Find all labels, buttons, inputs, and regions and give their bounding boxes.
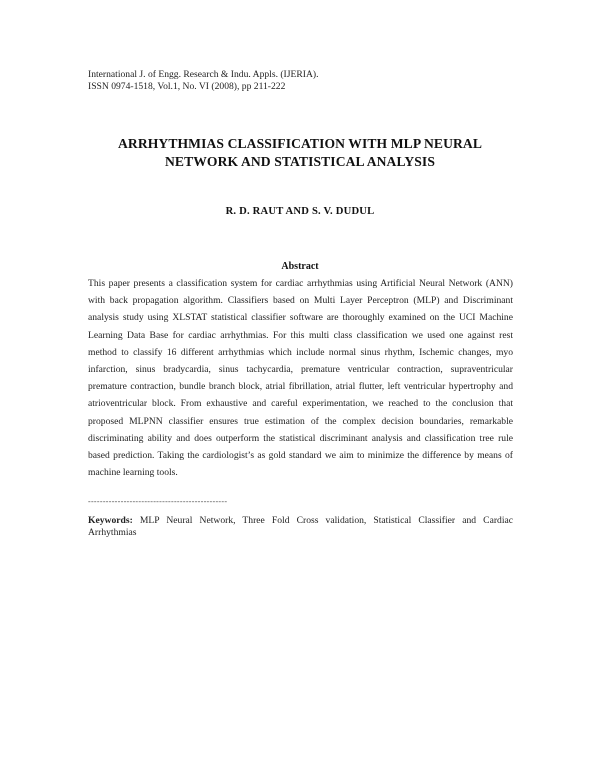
- abstract-line: discriminating ability and does outperform the statistical discriminant analysis and classification tree rule: [88, 432, 513, 444]
- keywords-block: [88, 515, 513, 539]
- abstract-line: analysis study using XLSTAT statistical classifier software are thoroughly examined on the UCI Machine: [88, 312, 513, 324]
- title-line: ARRHYTHMIAS CLASSIFICATION WITH MLP NEURAL: [118, 136, 482, 151]
- footnote-separator: -----------------------------------------------: [88, 497, 228, 506]
- journal-name: International J. of Engg. Research & Indu. Appls. (IJERIA).: [88, 69, 319, 80]
- keywords-line: [88, 515, 513, 527]
- abstract-line: atrioventricular block. From exhaustive and careful experimentation, we reached to the conclusion that: [88, 398, 513, 410]
- abstract-line: machine learning tools.: [88, 467, 178, 479]
- abstract-line: This paper presents a classification system for cardiac arrhythmias using Artificial Neural Network (ANN): [88, 278, 513, 289]
- abstract-line: premature contraction, bundle branch block, atrial fibrillation, atrial flutter, left ventricular hypertrophy and: [88, 381, 513, 393]
- authors: R. D. RAUT AND S. V. DUDUL: [225, 206, 375, 217]
- keywords-text-continued: Arrhythmias: [88, 527, 137, 538]
- keywords-text: MLP Neural Network, Three Fold Cross validation, Statistical Classifier and Cardiac: [139, 515, 513, 526]
- journal-citation: [88, 69, 318, 93]
- abstract-heading: Abstract: [281, 261, 319, 272]
- abstract-line: proposed MLPNN classifier ensures true estimation of the complex decision boundaries, remarkable: [88, 415, 513, 427]
- keywords-label: Keywords:: [88, 515, 133, 526]
- journal-issn: ISSN 0974-1518, Vol.1, No. VI (2008), pp 211-222: [88, 81, 286, 92]
- abstract-line: method to classify 16 different arrhythmias which include normal sinus rhythm, Ischemic changes, myo: [88, 346, 513, 358]
- abstract-line: Learning Data Base for cardiac arrhythmias. For this multi class classification we used one against rest: [88, 329, 513, 341]
- abstract-line: infarction, sinus bradycardia, sinus tachycardia, premature ventricular contraction, supraventricular: [88, 363, 513, 375]
- title-line: NETWORK AND STATISTICAL ANALYSIS: [164, 154, 435, 169]
- paper-title: [60, 135, 540, 171]
- abstract-body: [88, 275, 513, 481]
- abstract-line: based prediction. Taking the cardiologist’s as gold standard we aim to minimize the difference by means of: [88, 449, 513, 461]
- abstract-line: with back propagation algorithm. Classifiers based on Multi Layer Perceptron (MLP) and Discriminant: [88, 295, 513, 307]
